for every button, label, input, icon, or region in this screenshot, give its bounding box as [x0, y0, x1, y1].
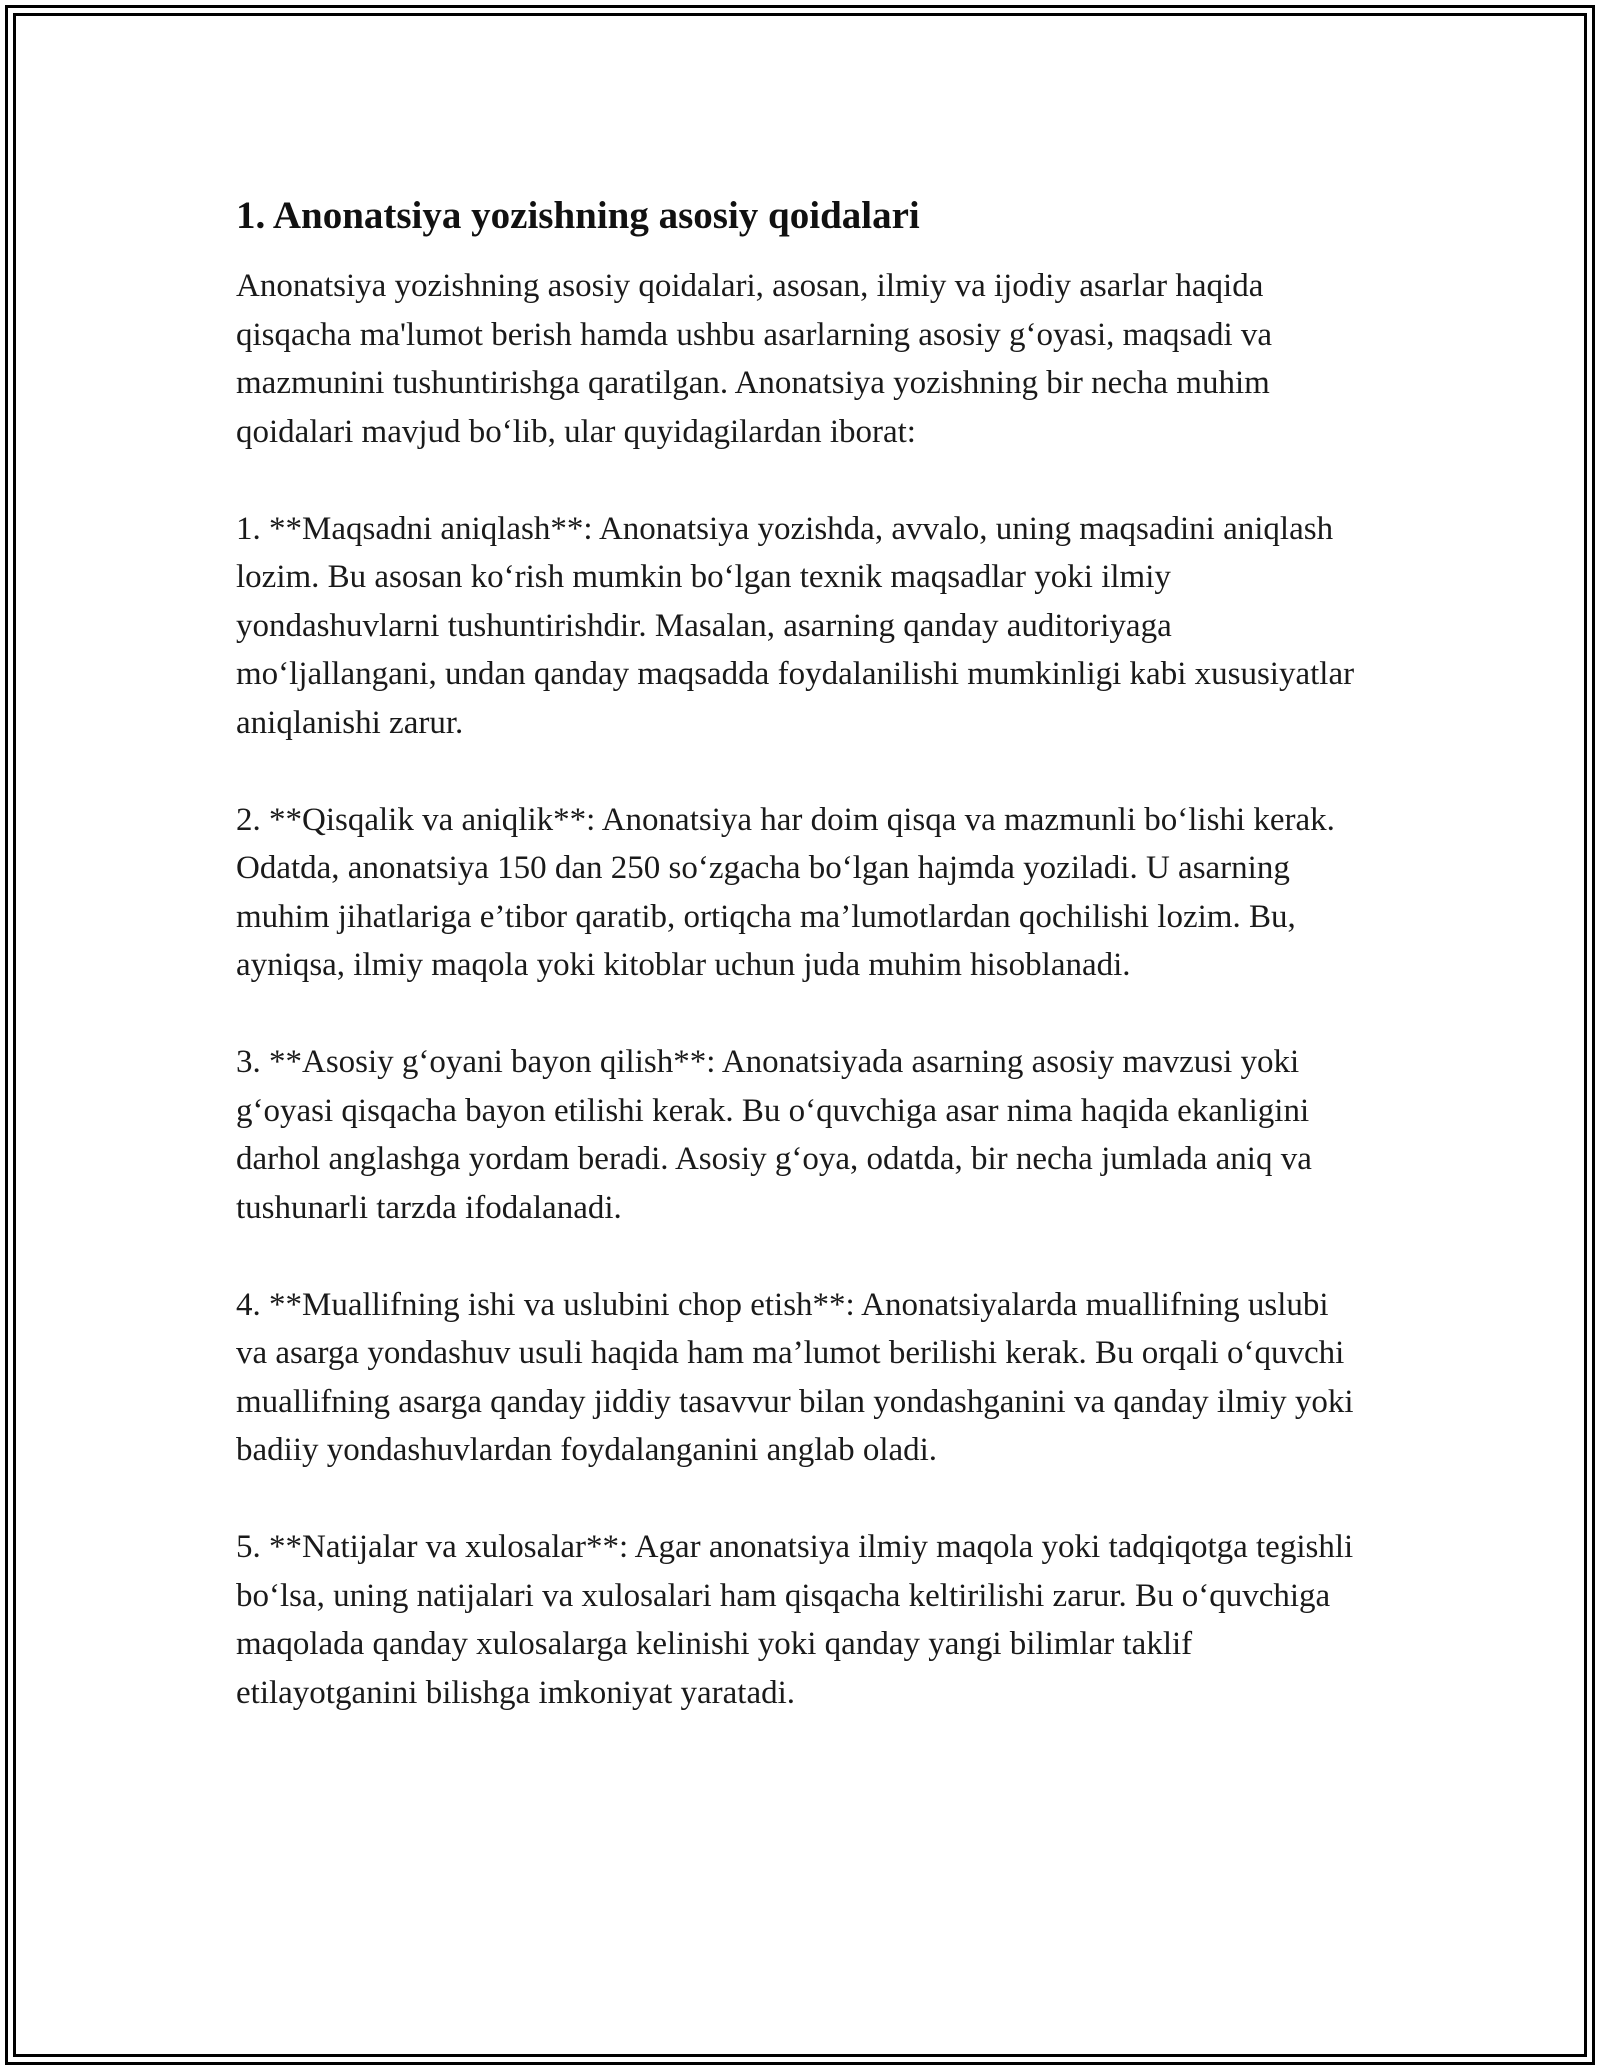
rule-paragraph-2: 2. **Qisqalik va aniqlik**: Anonatsiya har doim qisqa va mazmunli bo‘lishi kerak. Odatda, anonatsiya 150 dan 250 so‘zgacha bo‘lgan hajmda yoziladi. U asarning muhim jihatlariga e’tibor qaratib, ortiqcha ma’lumotlardan qochilishi lozim. Bu, ayniqsa, ilmiy maqola yoki kitoblar uchun juda muhim hisoblanadi. [236, 801, 1335, 983]
rule-paragraph-5: 5. **Natijalar va xulosalar**: Agar anonatsiya ilmiy maqola yoki tadqiqotga tegishli bo‘lsa, uning natijalari va xulosalari ham qisqacha keltirilishi zarur. Bu o‘quvchiga maqolada qanday xulosalarga kelinishi yoki qanday yangi bilimlar taklif etilayotganini bilishga imkoniyat yaratadi. [236, 1529, 1354, 1711]
document-title: 1. Anonatsiya yozishning asosiy qoidalari [236, 194, 920, 237]
rule-paragraph-4: 4. **Muallifning ishi va uslubini chop etish**: Anonatsiyalarda muallifning uslubi va asarga yondashuv usuli haqida ham ma’lumot berilishi kerak. Bu orqali o‘quvchi muallifning asarga qanday jiddiy tasavvur bilan yondashganini va qanday ilmiy yoki badiiy yondashuvlardan foydalanganini anglab oladi. [236, 1286, 1354, 1468]
document-body [236, 180, 1366, 1766]
rule-paragraph-3: 3. **Asosiy g‘oyani bayon qilish**: Anonatsiyada asarning asosiy mavzusi yoki g‘oyasi qisqacha bayon etilishi kerak. Bu o‘quvchiga asar nima haqida ekanligini darhol anglashga yordam beradi. Asosiy g‘oya, odatda, bir necha jumlada aniq va tushunarli tarzda ifodalanadi. [236, 1044, 1312, 1226]
intro-paragraph: Anonatsiya yozishning asosiy qoidalari, asosan, ilmiy va ijodiy asarlar haqida qisqacha ma'lumot berish hamda ushbu asarlarning asosiy g‘oyasi, maqsadi va mazmunini tushuntirishga qaratilgan. Anonatsiya yozishning bir necha muhim qoidalari mavjud bo‘lib, ular quyidagilardan iborat: [236, 268, 1273, 450]
rule-paragraph-1: 1. **Maqsadni aniqlash**: Anonatsiya yozishda, avvalo, uning maqsadini aniqlash lozim. Bu asosan ko‘rish mumkin bo‘lgan texnik maqsadlar yoki ilmiy yondashuvlarni tushuntirishdir. Masalan, asarning qanday auditoriyaga mo‘ljallangani, undan qanday maqsadda foydalanilishi mumkinligi kabi xususiyatlar aniqlanishi zarur. [236, 510, 1355, 741]
